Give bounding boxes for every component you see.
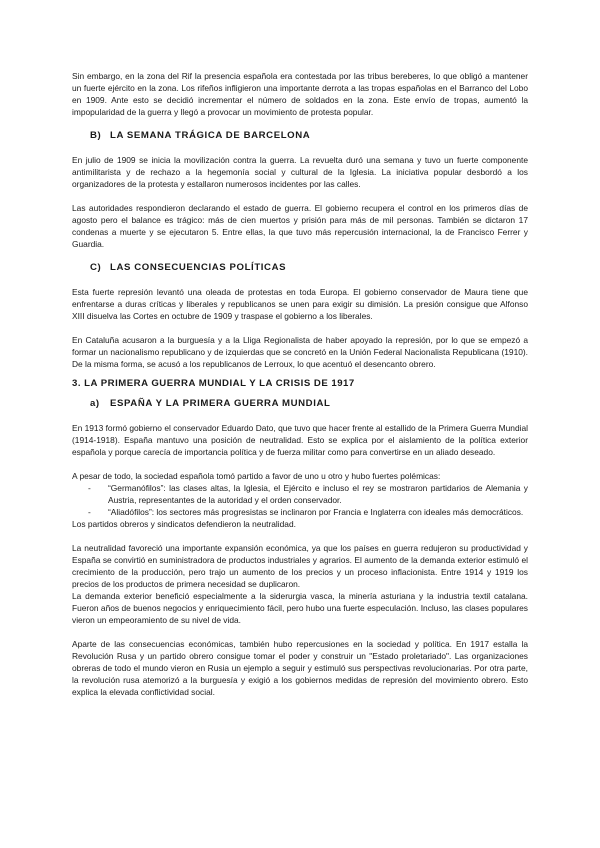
paragraph-neutralidad-obreros: Los partidos obreros y sindicatos defendieron la neutralidad.	[72, 519, 296, 529]
paragraph-dato: En 1913 formó gobierno el conservador Eduardo Dato, que tuvo que hacer frente al estallido de la Primera Guerra Mundial (1914-1918). España mantuvo una posición de neutralidad. Esto se explica por el aislamiento de la política exterior española y porque carecía de importancia política y de fuerza militar como para convertirse en un aliado deseado.	[72, 423, 528, 457]
paragraph-represion: Esta fuerte represión levantó una oleada de protestas en toda Europa. El gobierno conservador de Maura tiene que enfrentarse a duras críticas y liberales y republicanos se unen para exigir su dimisión. La presión consigue que Alfonso XIII disuelva las Cortes en octubre de 1909 y traspase el gobierno a los liberales.	[72, 287, 528, 321]
heading-espana-guerra	[72, 398, 528, 410]
heading-text: ESPAÑA Y LA PRIMERA GUERRA MUNDIAL	[110, 398, 331, 409]
paragraph-autoridades: Las autoridades respondieron declarando el estado de guerra. El gobierno recupera el control en los primeros días de agosto pero el balance es trágico: más de cien muertos y prisión para más de mil personas. También se dictaron 17 condenas a muerte y se ejecutaron 5. Entre ellas, la que tuvo más repercusión internacional, la de Francisco Ferrer y Guardia.	[72, 203, 528, 249]
list-item-aliadofilos	[72, 506, 528, 518]
polemicas-list	[72, 482, 528, 518]
paragraph-polemicas: A pesar de todo, la sociedad española tomó partido a favor de uno u otro y hubo fuertes polémicas:	[72, 471, 441, 481]
dash-marker: -	[88, 507, 91, 517]
paragraph-cataluna: En Cataluña acusaron a la burguesía y a la Lliga Regionalista de haber apoyado la represión, por lo que se empezó a formar un nacionalismo republicano y de izquierdas que se concretó en la Unión Federal Nacionalista Republicana (1910). De la misma forma, se acusó a los republicanos de Lerroux, lo que acentuó el desencanto obrero.	[72, 335, 528, 369]
heading-label: a)	[90, 398, 100, 409]
heading-label: C)	[90, 262, 102, 273]
heading-text: LAS CONSECUENCIAS POLÍTICAS	[110, 262, 287, 273]
heading-semana-tragica	[72, 130, 528, 142]
section-heading-primera-guerra: 3. LA PRIMERA GUERRA MUNDIAL Y LA CRISIS DE 1917	[72, 378, 355, 389]
paragraph-demanda: La demanda exterior benefició especialmente a la siderurgia vasca, la minería asturiana y la industria textil catalana. Fueron años de buenos negocios y enriquecimiento fácil, pero hubo una fuerte especulación. Incluso, las clases populares vieron un empeoramiento de su nivel de vida.	[72, 591, 528, 625]
paragraph-revolucion-rusa: Aparte de las consecuencias económicas, también hubo repercusiones en la sociedad y política. En 1917 estalla la Revolución Rusa y un partido obrero consigue tomar el poder y construir un "Estado proletariado". Las organizaciones obreras de todo el mundo vieron en Rusia un ejemplo a seguir y estimuló sus perspectivas revolucionarias. Por otra parte, la revolución rusa atemorizó a la burguesía y exigió a los gobiernos medidas de represión del movimiento obrero. Esto explica la elevada conflictividad social.	[72, 639, 528, 697]
heading-consecuencias	[72, 262, 528, 274]
list-item-text: “Germanófilos”: las clases altas, la Iglesia, el Ejército e incluso el rey se mostraron partidarios de Alemania y Austria, representantes de la autoridad y el orden conservador.	[108, 483, 528, 505]
heading-text: LA SEMANA TRÁGICA DE BARCELONA	[110, 130, 311, 141]
list-item-germanofilos	[72, 482, 528, 506]
heading-label: B)	[90, 130, 102, 141]
paragraph-rif: Sin embargo, en la zona del Rif la presencia española era contestada por las tribus bereberes, lo que obligó a mantener un fuerte ejército en la zona. Los rifeños infligieron una importante derrota a las tropas españolas en el Barranco del Lobo en 1909. Ante esto se decidió incrementar el número de soldados en la zona. Este envío de tropas, aumentó la impopularidad de la guerra y llegó a provocar un movimiento de protesta popular.	[72, 71, 528, 117]
dash-marker: -	[88, 483, 91, 493]
paragraph-expansion: La neutralidad favoreció una importante expansión económica, ya que los países en guerra redujeron su productividad y España se convirtió en suministradora de productos industriales y agrarios. El aumento de la demanda exterior estimuló el crecimiento de la producción, pero trajo un aumento de los precios y un proceso inflacionista. Entre 1914 y 1919 los precios de los productos de primera necesidad se duplicaron.	[72, 543, 528, 589]
paragraph-julio-1909: En julio de 1909 se inicia la movilización contra la guerra. La revuelta duró una semana y tuvo un fuerte componente antimilitarista y de rechazo a la hegemonía social y cultural de la Iglesia. La iniciativa popular desbordó a los organizadores de la protesta y estallaron numerosos incidentes por las calles.	[72, 155, 528, 189]
list-item-text: “Aliadófilos”: los sectores más progresistas se inclinaron por Francia e Inglaterra con ideales más democráticos.	[108, 507, 524, 517]
